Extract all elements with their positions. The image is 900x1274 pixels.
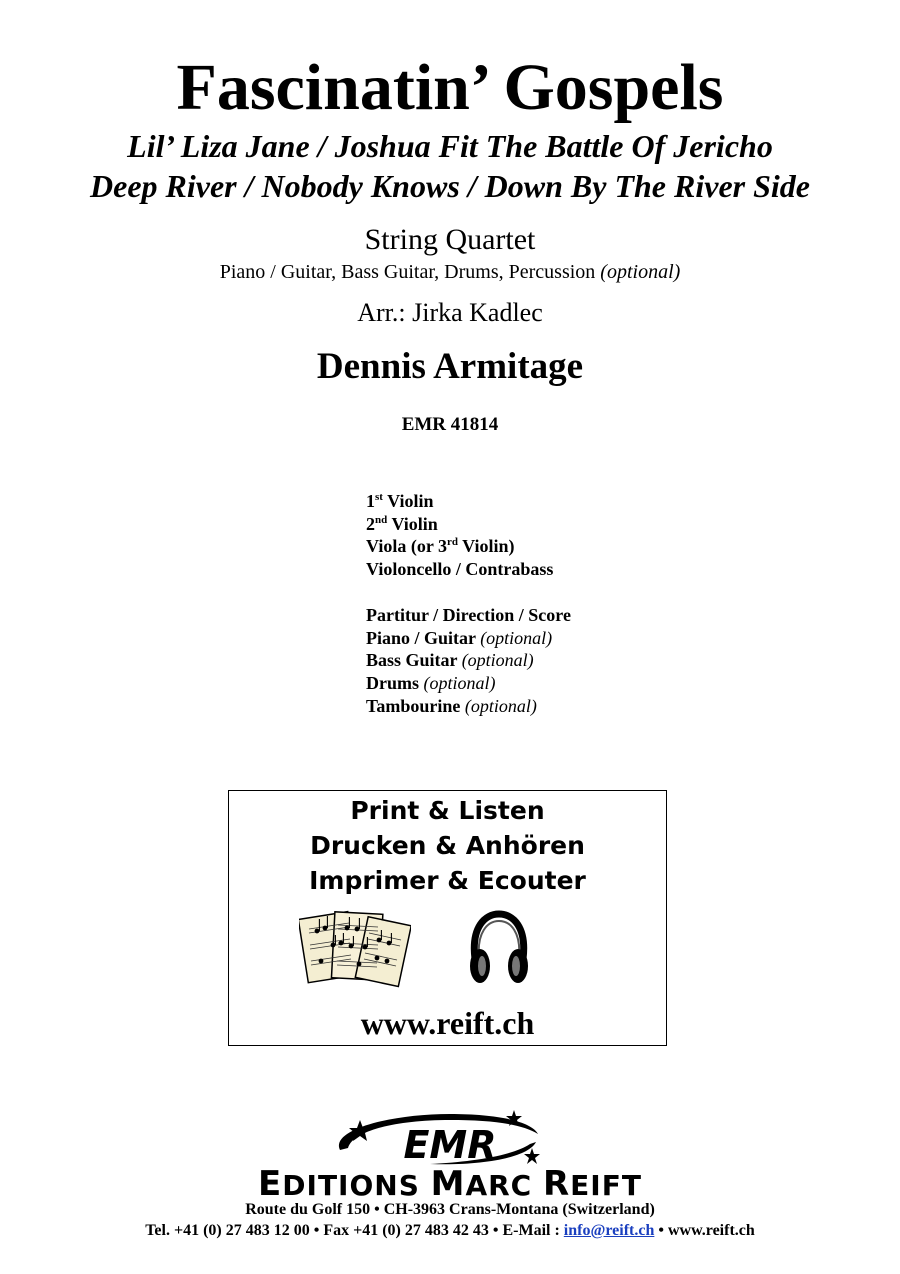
part-tambourine [366,695,571,718]
email-link[interactable]: info@reift.ch [563,1222,655,1239]
contact-website: • www.reift.ch [654,1222,755,1239]
part-label: Bass Guitar [366,650,458,671]
part-cello-bass: Violoncello / Contrabass [366,559,554,580]
song-list-line-1: Lil’ Liza Jane / Joshua Fit The Battle Of Jericho [127,128,773,164]
optional-note: (optional) [423,673,496,694]
optional-note: (optional) [461,650,534,671]
part-label: Viola (or 3 [366,536,447,557]
headphones-icon [467,909,531,989]
publisher-word: EIFT [570,1169,642,1202]
part-first-violin [366,490,553,513]
publisher-contact [0,1220,900,1242]
sheet-music-icon [299,905,411,989]
optional-note: (optional) [464,695,537,716]
part-label: Violin [391,513,438,534]
part-number: 2 [366,513,375,534]
arranger: Arr.: Jirka Kadlec [357,298,543,327]
publisher-address: Route du Golf 150 • CH-3963 Crans-Montana (Switzerland) [245,1201,655,1218]
string-parts-list [366,490,553,581]
promo-line-german: Drucken & Anhören [310,831,585,860]
part-score [366,604,571,627]
publisher-initial: M [430,1164,466,1204]
instrumentation: String Quartet [364,223,536,256]
part-drums [366,672,571,695]
promo-website[interactable]: www.reift.ch [360,1005,535,1041]
part-label: Piano / Guitar [366,627,476,648]
part-label: Violin) [458,536,515,557]
part-second-violin [366,513,553,536]
score-title: Fascinatin’ Gospels [176,51,724,124]
optional-note: (optional) [480,627,553,648]
part-number: 1 [366,491,375,511]
part-label: Drums [366,673,419,694]
publisher-initial: R [542,1164,571,1204]
catalog-number: EMR 41814 [401,414,499,435]
publisher-initial: E [258,1164,283,1204]
part-piano-guitar [366,627,571,650]
part-label: Violin [387,491,434,511]
promo-line-french: Imprimer & Ecouter [309,866,586,895]
part-bass-guitar [366,649,571,672]
ordinal-suffix: nd [375,513,388,526]
optional-instruments-text: Piano / Guitar, Bass Guitar, Drums, Percussion [219,261,596,283]
emr-logo [300,1108,600,1170]
ordinal-suffix: rd [447,536,458,549]
extra-parts-list [366,604,571,718]
contact-phone-fax: Tel. +41 (0) 27 483 12 00 • Fax +41 (0) 27 483 42 43 • E-Mail : [145,1222,564,1239]
logo-lettering: EMR [403,1123,497,1167]
part-label: Tambourine [366,695,461,716]
promo-line-english: Print & Listen [350,796,545,825]
song-list-line-2: Deep River / Nobody Knows / Down By The River Side [90,168,810,204]
print-listen-box [228,790,667,1046]
part-viola [366,535,553,558]
publisher-word: DITIONS [282,1169,431,1202]
ordinal-suffix: st [375,491,383,503]
optional-instruments [0,259,900,285]
publisher-word: ARC [465,1169,543,1202]
optional-note: (optional) [600,261,681,283]
part-label: Partitur / Direction / Score [366,605,571,625]
composer: Dennis Armitage [316,346,584,387]
